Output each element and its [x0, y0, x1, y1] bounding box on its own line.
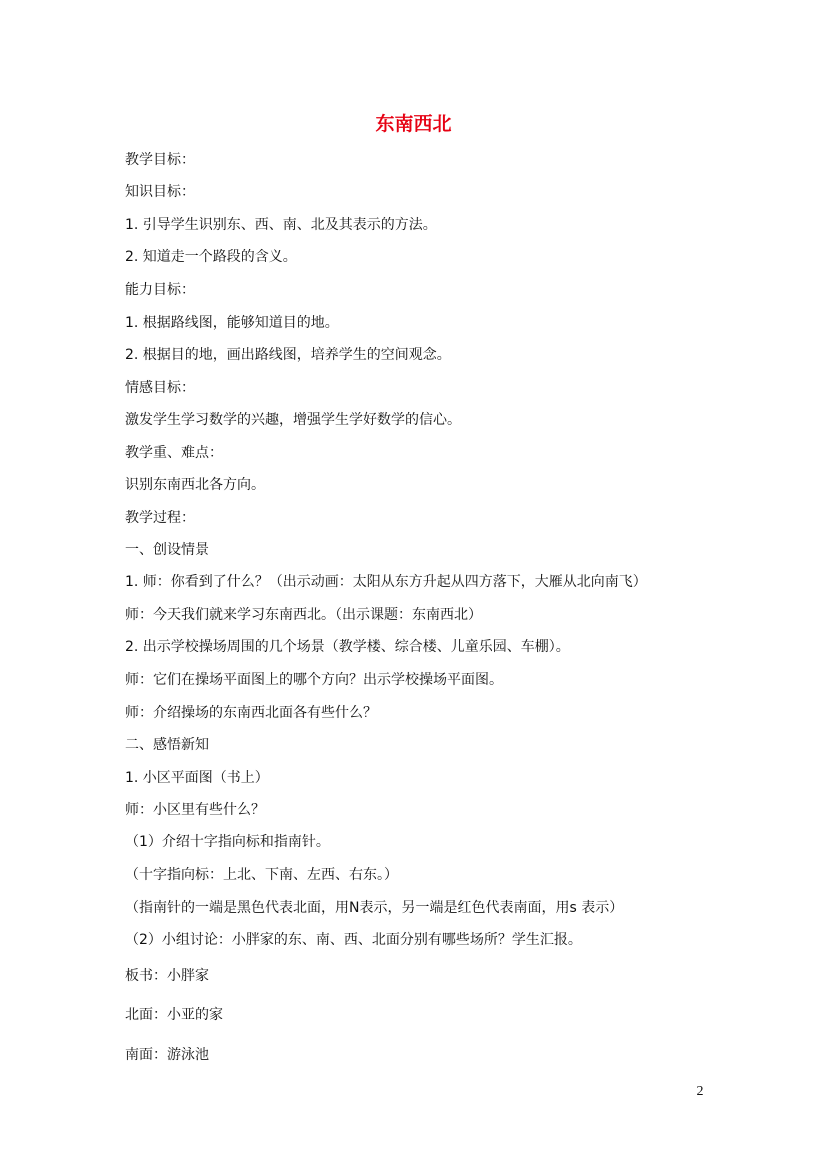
text-line: 师：今天我们就来学习东南西北。（出示课题：东南西北） — [125, 607, 482, 623]
text-line: 1. 根据路线图，能够知道目的地。 — [125, 315, 339, 331]
text-line: 情感目标： — [125, 380, 195, 396]
text-line: 板书：小胖家 — [125, 968, 209, 984]
text-line: 师：它们在操场平面图上的哪个方向？出示学校操场平面图。 — [125, 672, 503, 688]
text-line: （十字指向标：上北、下南、左西、右东。） — [125, 867, 398, 883]
text-line: （1）介绍十字指向标和指南针。 — [125, 834, 330, 850]
document-title: 东南西北 — [375, 113, 452, 135]
text-line: 1. 引导学生识别东、西、南、北及其表示的方法。 — [125, 217, 437, 233]
text-line: 北面：小亚的家 — [125, 1007, 223, 1023]
text-line: 南面：游泳池 — [125, 1047, 209, 1063]
text-line: 一、创设情景 — [125, 542, 209, 558]
text-line: 教学目标： — [125, 152, 195, 168]
text-line: 师：介绍操场的东南西北面各有些什么？ — [125, 705, 377, 721]
text-line: 教学过程： — [125, 510, 195, 526]
text-line: 教学重、难点： — [125, 445, 223, 461]
text-line: 激发学生学习数学的兴趣，增强学生学好数学的信心。 — [125, 412, 461, 428]
text-line: 师：小区里有些什么？ — [125, 802, 265, 818]
page-number: 2 — [696, 1084, 704, 1099]
text-line: 识别东南西北各方向。 — [125, 477, 265, 493]
text-line: 2. 出示学校操场周围的几个场景（教学楼、综合楼、儿童乐园、车棚）。 — [125, 639, 570, 655]
text-line: 2. 根据目的地，画出路线图，培养学生的空间观念。 — [125, 347, 451, 363]
text-line: 能力目标： — [125, 282, 195, 298]
text-line: 二、感悟新知 — [125, 737, 209, 753]
text-line: （指南针的一端是黑色代表北面，用N表示，另一端是红色代表南面，用s 表示） — [125, 900, 624, 916]
text-line: （2）小组讨论：小胖家的东、南、西、北面分别有哪些场所？学生汇报。 — [125, 932, 582, 948]
text-line: 2. 知道走一个路段的含义。 — [125, 249, 297, 265]
text-line: 1. 小区平面图（书上） — [125, 770, 269, 786]
text-line: 知识目标： — [125, 184, 195, 200]
text-line: 1. 师：你看到了什么？（出示动画：太阳从东方升起从四方落下，大雁从北向南飞） — [125, 574, 647, 590]
